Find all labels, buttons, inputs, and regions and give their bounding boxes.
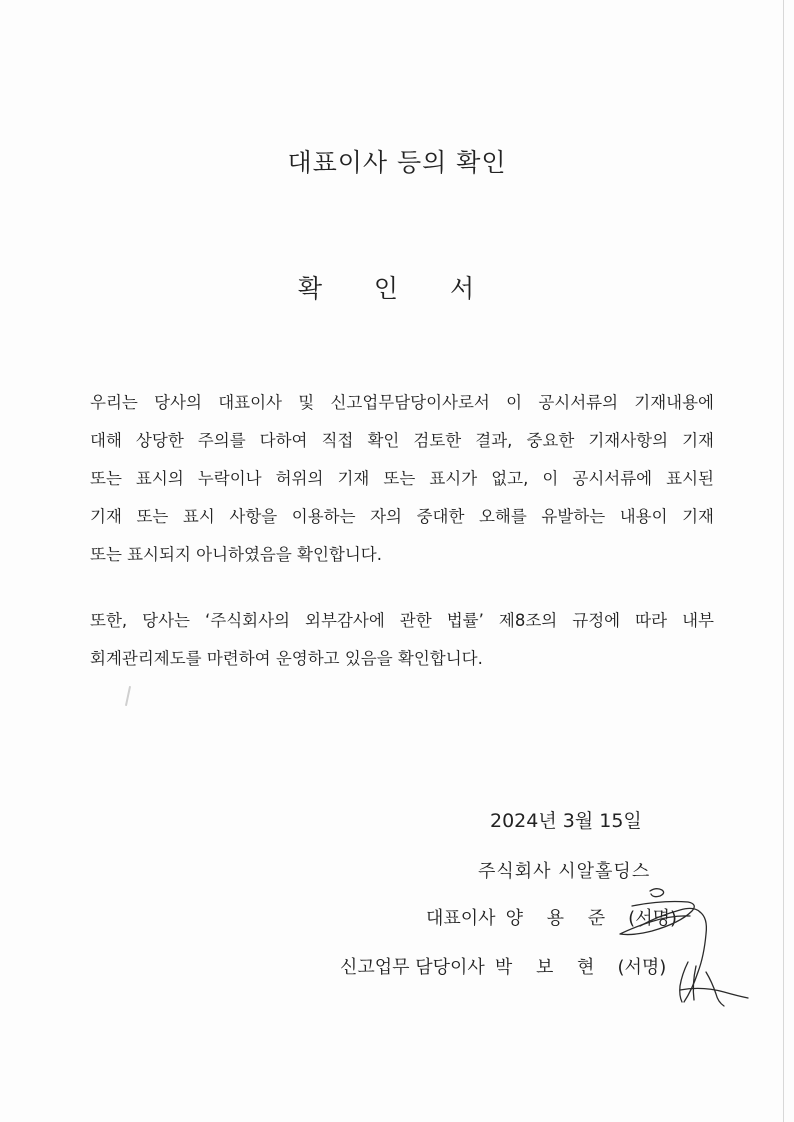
ceo-signature-line <box>426 904 677 930</box>
paragraph-line: 회계관리제도를 마련하여 운영하고 있음을 확인합니다. <box>90 649 483 668</box>
paragraph-line: 또한, 당사는 ‘주식회사의 외부감사에 관한 법률’ 제8조의 규정에 따라 내부 <box>90 611 714 630</box>
scan-mark <box>125 686 131 706</box>
officer-name: 박 보 현 <box>494 957 604 978</box>
officer-signature-mark: (서명) <box>617 957 667 978</box>
document-date: 2024년 3월 15일 <box>490 810 642 832</box>
ceo-title: 대표이사 <box>426 908 496 929</box>
paragraph-line: 우리는 당사의 대표이사 및 신고업무담당이사로서 이 공시서류의 기재내용에 <box>90 393 714 412</box>
officer-signature-stroke <box>693 966 696 1000</box>
officer-signature-stroke <box>680 962 688 1002</box>
company-name: 주식회사 시알홀딩스 <box>478 861 651 882</box>
officer-signature-stroke <box>706 972 724 1006</box>
ceo-signature-stroke <box>650 889 664 897</box>
officer-signature-line <box>340 953 666 979</box>
internal-control-paragraph <box>90 602 714 678</box>
document-title: 대표이사 등의 확인 <box>287 148 507 177</box>
paragraph-line: 또는 표시되지 아니하였음을 확인합니다. <box>90 545 382 564</box>
ceo-signature-mark: (서명) <box>628 908 677 929</box>
paragraph-line: 대해 상당한 주의를 다하여 직접 확인 검토한 결과, 중요한 기재사항의 기재 <box>90 431 714 450</box>
confirmation-paragraph <box>90 384 714 574</box>
ceo-name: 양 용 준 <box>505 908 615 929</box>
officer-signature-stroke <box>680 988 748 998</box>
document-subtitle: 확 인 서 <box>297 274 497 303</box>
officer-title: 신고업무 담당이사 <box>340 957 485 978</box>
officer-signature-stroke <box>684 912 706 1002</box>
paragraph-line: 기재 또는 표시 사항을 이용하는 자의 중대한 오해를 유발하는 내용이 기재 <box>90 507 714 526</box>
paragraph-line: 또는 표시의 누락이나 허위의 기재 또는 표시가 없고, 이 공시서류에 표시된 <box>90 469 714 488</box>
